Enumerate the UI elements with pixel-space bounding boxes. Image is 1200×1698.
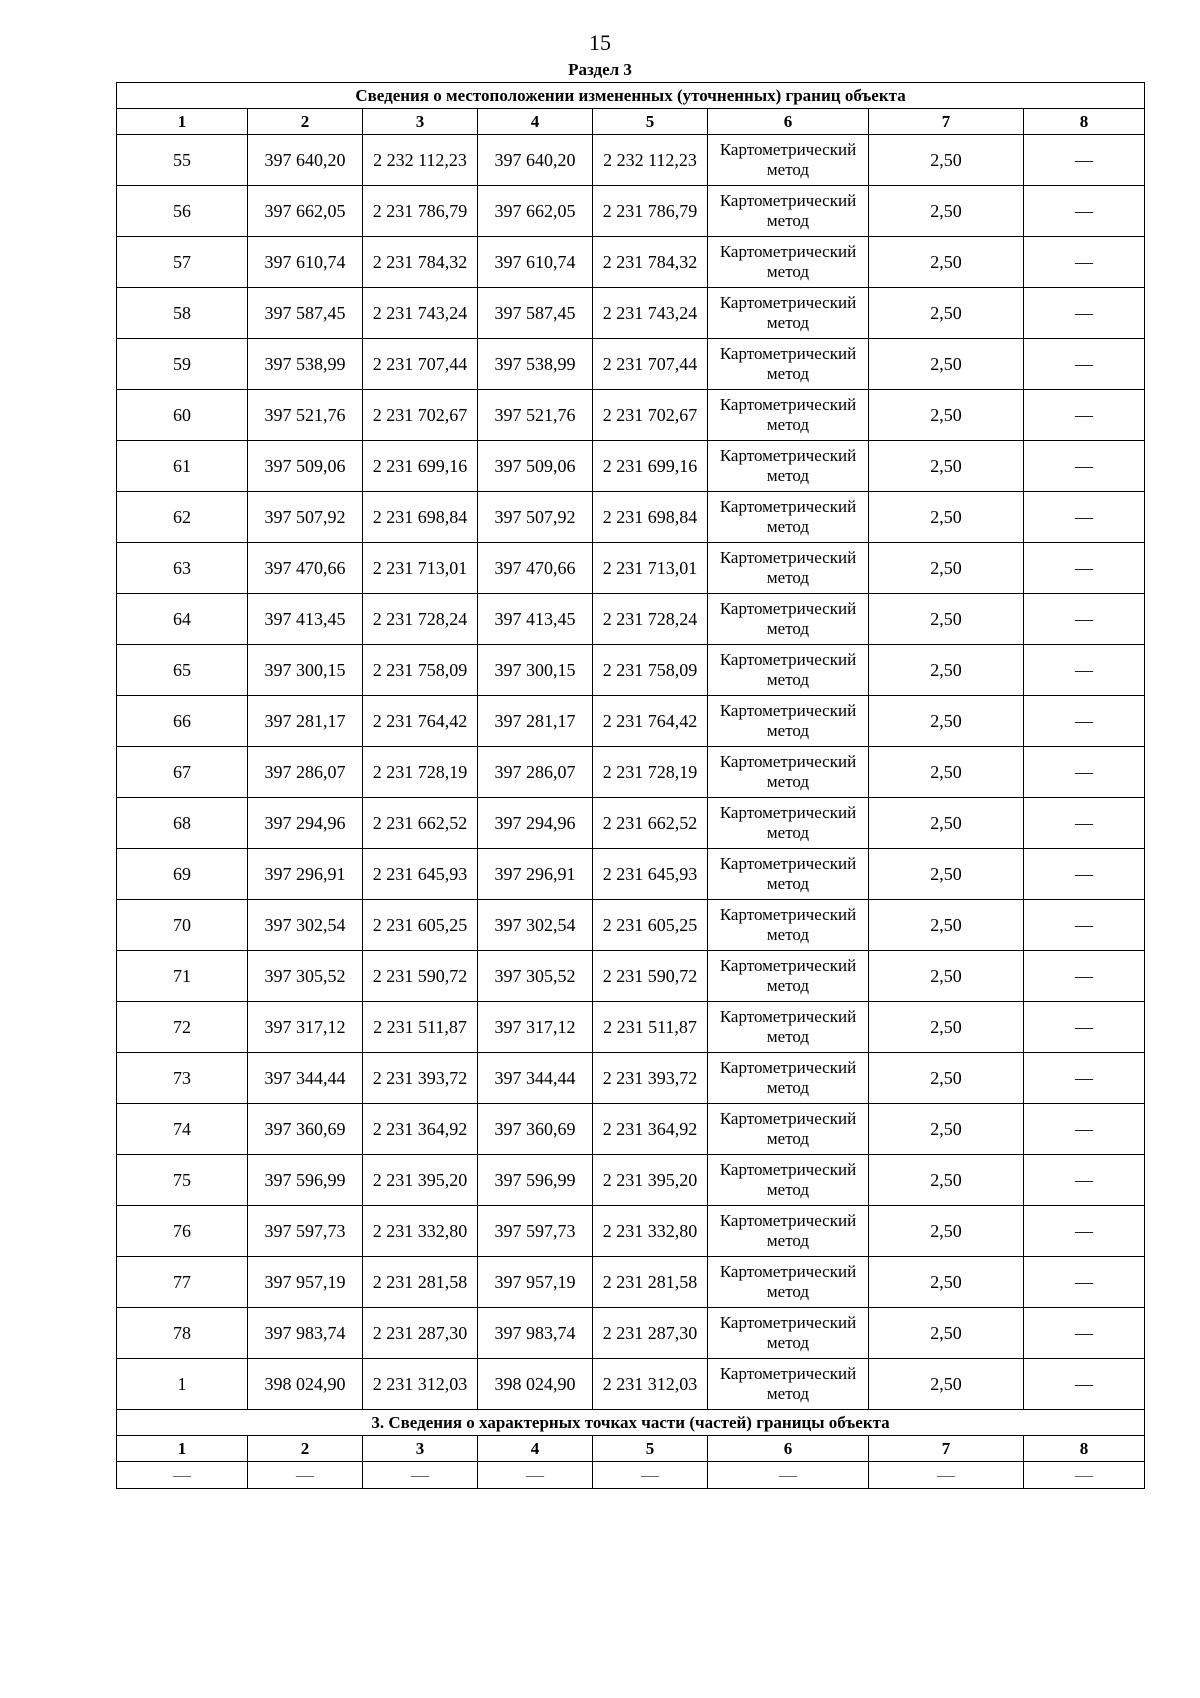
table1-cell: 397 300,15 xyxy=(248,645,363,696)
table1-cell: 71 xyxy=(117,951,248,1002)
table1-cell: Картометрический метод xyxy=(708,543,869,594)
table1-cell: 2 231 590,72 xyxy=(363,951,478,1002)
table2-cell: — xyxy=(478,1462,593,1489)
table1-cell: 397 300,15 xyxy=(478,645,593,696)
table1-cell: 2 232 112,23 xyxy=(593,135,708,186)
coordinates-table xyxy=(116,82,1145,1489)
table1-cell: 397 286,07 xyxy=(248,747,363,798)
table1-cell: 59 xyxy=(117,339,248,390)
table1-cell: 2 231 281,58 xyxy=(593,1257,708,1308)
table1-row xyxy=(117,900,1145,951)
table1-cell: Картометрический метод xyxy=(708,1155,869,1206)
table1-cell: 2 231 702,67 xyxy=(363,390,478,441)
table1-cell: 66 xyxy=(117,696,248,747)
table1-cell: 2 231 605,25 xyxy=(593,900,708,951)
table1-cell: 2 231 605,25 xyxy=(363,900,478,951)
table1-cell: — xyxy=(1024,543,1145,594)
table2-column-header: 6 xyxy=(708,1436,869,1462)
table1-cell: 2 231 662,52 xyxy=(363,798,478,849)
table1-cell: 397 305,52 xyxy=(478,951,593,1002)
table1-cell: 397 360,69 xyxy=(248,1104,363,1155)
table1-cell: 2,50 xyxy=(869,492,1024,543)
table1-cell: 2,50 xyxy=(869,696,1024,747)
table1-cell: 2 231 786,79 xyxy=(593,186,708,237)
table1-row xyxy=(117,696,1145,747)
table1-cell: 70 xyxy=(117,900,248,951)
table1-cell: — xyxy=(1024,747,1145,798)
table1-cell: Картометрический метод xyxy=(708,1206,869,1257)
table1-row xyxy=(117,135,1145,186)
table1-cell: 2 231 698,84 xyxy=(363,492,478,543)
table1-cell: 2 231 698,84 xyxy=(593,492,708,543)
table1-cell: Картометрический метод xyxy=(708,900,869,951)
table1-cell: — xyxy=(1024,951,1145,1002)
table1-column-header: 3 xyxy=(363,109,478,135)
table1-cell: 2 231 281,58 xyxy=(363,1257,478,1308)
table1-cell: 2 231 743,24 xyxy=(363,288,478,339)
table1-cell: 2 231 332,80 xyxy=(363,1206,478,1257)
table1-cell: — xyxy=(1024,441,1145,492)
table1-cell: Картометрический метод xyxy=(708,492,869,543)
table1-cell: — xyxy=(1024,1053,1145,1104)
table1-cell: 2,50 xyxy=(869,1053,1024,1104)
table1-cell: — xyxy=(1024,1257,1145,1308)
table1-cell: 397 413,45 xyxy=(478,594,593,645)
table1-cell: 2 231 395,20 xyxy=(363,1155,478,1206)
table1-cell: — xyxy=(1024,186,1145,237)
table2-column-header: 5 xyxy=(593,1436,708,1462)
table1-cell: 2,50 xyxy=(869,1155,1024,1206)
table1-cell: 2,50 xyxy=(869,543,1024,594)
table1-cell: 397 640,20 xyxy=(248,135,363,186)
table1-row xyxy=(117,1308,1145,1359)
table1-cell: 2,50 xyxy=(869,1359,1024,1410)
table1-cell: 397 281,17 xyxy=(478,696,593,747)
table1-cell: 2,50 xyxy=(869,645,1024,696)
table1-cell: 2 231 728,24 xyxy=(363,594,478,645)
table1-cell: 2 231 395,20 xyxy=(593,1155,708,1206)
table1-row xyxy=(117,951,1145,1002)
table1-cell: 397 305,52 xyxy=(248,951,363,1002)
table1-cell: 63 xyxy=(117,543,248,594)
table1-header-row xyxy=(117,109,1145,135)
table1-cell: 2,50 xyxy=(869,747,1024,798)
table1-cell: — xyxy=(1024,237,1145,288)
table2-row xyxy=(117,1462,1145,1489)
table1-cell: 2,50 xyxy=(869,594,1024,645)
table1-cell: 397 344,44 xyxy=(478,1053,593,1104)
table1-cell: 77 xyxy=(117,1257,248,1308)
table1-cell: 397 509,06 xyxy=(478,441,593,492)
table1-cell: — xyxy=(1024,798,1145,849)
table1-cell: 2,50 xyxy=(869,1002,1024,1053)
table1-cell: 2,50 xyxy=(869,951,1024,1002)
table1-cell: 2,50 xyxy=(869,1104,1024,1155)
table1-row xyxy=(117,186,1145,237)
table1-cell: 2 231 702,67 xyxy=(593,390,708,441)
table1-cell: — xyxy=(1024,594,1145,645)
table1-cell: 78 xyxy=(117,1308,248,1359)
table1-cell: 60 xyxy=(117,390,248,441)
table1-cell: 2,50 xyxy=(869,849,1024,900)
table1-cell: 2 231 312,03 xyxy=(363,1359,478,1410)
page-number: 15 xyxy=(589,30,611,55)
table1-cell: 2 231 511,87 xyxy=(363,1002,478,1053)
table1-cell: 68 xyxy=(117,798,248,849)
table1-cell: 397 957,19 xyxy=(248,1257,363,1308)
table1-cell: 398 024,90 xyxy=(248,1359,363,1410)
table1-cell: 2 231 786,79 xyxy=(363,186,478,237)
table1-cell: 2 231 393,72 xyxy=(363,1053,478,1104)
table1-cell: 73 xyxy=(117,1053,248,1104)
table1-cell: 57 xyxy=(117,237,248,288)
table1-row xyxy=(117,441,1145,492)
table1-cell: 2,50 xyxy=(869,390,1024,441)
table1-cell: 397 957,19 xyxy=(478,1257,593,1308)
table1-cell: 2,50 xyxy=(869,1308,1024,1359)
table1-cell: — xyxy=(1024,288,1145,339)
table1-cell: — xyxy=(1024,390,1145,441)
table1-cell: 2 231 364,92 xyxy=(363,1104,478,1155)
table1-cell: Картометрический метод xyxy=(708,849,869,900)
table1-row xyxy=(117,1104,1145,1155)
table1-cell: Картометрический метод xyxy=(708,798,869,849)
table1-cell: 62 xyxy=(117,492,248,543)
table1-cell: 2 231 784,32 xyxy=(593,237,708,288)
table1-cell: 397 596,99 xyxy=(478,1155,593,1206)
table1-cell: 397 597,73 xyxy=(248,1206,363,1257)
table2-title: 3. Сведения о характерных точках части (частей) границы объекта xyxy=(117,1410,1145,1436)
table1-cell: 2 231 713,01 xyxy=(363,543,478,594)
table1-cell: — xyxy=(1024,696,1145,747)
table1-title-row xyxy=(117,83,1145,109)
table1-cell: Картометрический метод xyxy=(708,1104,869,1155)
table1-cell: — xyxy=(1024,492,1145,543)
table2-cell: — xyxy=(363,1462,478,1489)
table1-cell: 397 587,45 xyxy=(478,288,593,339)
table1-cell: 397 413,45 xyxy=(248,594,363,645)
table1-cell: 397 597,73 xyxy=(478,1206,593,1257)
table1-cell: — xyxy=(1024,645,1145,696)
table1-column-header: 5 xyxy=(593,109,708,135)
table1-row xyxy=(117,645,1145,696)
table1-cell: 397 294,96 xyxy=(248,798,363,849)
table1-title: Сведения о местоположении измененных (уточненных) границ объекта xyxy=(117,83,1145,109)
table1-cell: 397 610,74 xyxy=(478,237,593,288)
table1-cell: 72 xyxy=(117,1002,248,1053)
table1-cell: — xyxy=(1024,1359,1145,1410)
table1-row xyxy=(117,390,1145,441)
table1-cell: Картометрический метод xyxy=(708,186,869,237)
table1-row xyxy=(117,594,1145,645)
section-title: Раздел 3 xyxy=(568,60,632,79)
table1-row xyxy=(117,237,1145,288)
table1-cell: 2,50 xyxy=(869,900,1024,951)
table1-cell: 2 231 707,44 xyxy=(363,339,478,390)
table1-cell: 397 509,06 xyxy=(248,441,363,492)
table1-cell: 2,50 xyxy=(869,441,1024,492)
table1-cell: — xyxy=(1024,1155,1145,1206)
table1-cell: 397 470,66 xyxy=(478,543,593,594)
table1-cell: 397 470,66 xyxy=(248,543,363,594)
table1-cell: 2 231 764,42 xyxy=(363,696,478,747)
table1-cell: 397 538,99 xyxy=(478,339,593,390)
table2-column-header: 1 xyxy=(117,1436,248,1462)
table1-cell: 397 344,44 xyxy=(248,1053,363,1104)
table1-row xyxy=(117,492,1145,543)
table1-cell: 397 662,05 xyxy=(478,186,593,237)
table1-cell: 65 xyxy=(117,645,248,696)
table1-cell: Картометрический метод xyxy=(708,951,869,1002)
table1-cell: 2 231 287,30 xyxy=(363,1308,478,1359)
table1-cell: 67 xyxy=(117,747,248,798)
table1-cell: 2,50 xyxy=(869,1257,1024,1308)
table1-cell: 397 294,96 xyxy=(478,798,593,849)
table1-cell: — xyxy=(1024,1308,1145,1359)
table1-row xyxy=(117,747,1145,798)
table1-cell: Картометрический метод xyxy=(708,339,869,390)
table1-cell: Картометрический метод xyxy=(708,135,869,186)
table1-cell: 2 231 713,01 xyxy=(593,543,708,594)
table1-cell: 2 231 764,42 xyxy=(593,696,708,747)
table1-cell: 75 xyxy=(117,1155,248,1206)
table1-cell: 2 231 393,72 xyxy=(593,1053,708,1104)
table1-row xyxy=(117,849,1145,900)
table1-cell: 2,50 xyxy=(869,135,1024,186)
table1-cell: 69 xyxy=(117,849,248,900)
table1-cell: 2 231 364,92 xyxy=(593,1104,708,1155)
table1-row xyxy=(117,1053,1145,1104)
table2-title-row xyxy=(117,1410,1145,1436)
table2-cell: — xyxy=(1024,1462,1145,1489)
table1-row xyxy=(117,1359,1145,1410)
table2-cell: — xyxy=(869,1462,1024,1489)
table1-cell: 397 317,12 xyxy=(248,1002,363,1053)
table1-cell: — xyxy=(1024,1206,1145,1257)
table1-cell: 397 640,20 xyxy=(478,135,593,186)
table1-cell: Картометрический метод xyxy=(708,747,869,798)
table1-cell: 58 xyxy=(117,288,248,339)
table1-cell: Картометрический метод xyxy=(708,1053,869,1104)
table1-cell: 2 231 645,93 xyxy=(363,849,478,900)
table1-cell: 397 302,54 xyxy=(248,900,363,951)
table2-column-header: 8 xyxy=(1024,1436,1145,1462)
table1-row xyxy=(117,1257,1145,1308)
table1-column-header: 8 xyxy=(1024,109,1145,135)
table1-cell: 2,50 xyxy=(869,186,1024,237)
table2-column-header: 2 xyxy=(248,1436,363,1462)
table1-cell: — xyxy=(1024,339,1145,390)
table1-column-header: 2 xyxy=(248,109,363,135)
table1-cell: — xyxy=(1024,900,1145,951)
table1-column-header: 1 xyxy=(117,109,248,135)
table1-cell: 2,50 xyxy=(869,237,1024,288)
table1-cell: 55 xyxy=(117,135,248,186)
table1-cell: 2 231 312,03 xyxy=(593,1359,708,1410)
table1-cell: 2 231 590,72 xyxy=(593,951,708,1002)
table1-cell: 397 281,17 xyxy=(248,696,363,747)
table1-cell: 2 231 758,09 xyxy=(363,645,478,696)
table1-cell: Картометрический метод xyxy=(708,645,869,696)
table1-cell: Картометрический метод xyxy=(708,237,869,288)
table1-cell: 397 507,92 xyxy=(478,492,593,543)
table1-cell: 2 231 699,16 xyxy=(593,441,708,492)
table1-cell: Картометрический метод xyxy=(708,441,869,492)
table1-cell: — xyxy=(1024,1002,1145,1053)
table2-column-header: 4 xyxy=(478,1436,593,1462)
table1-cell: 64 xyxy=(117,594,248,645)
table1-cell: 397 507,92 xyxy=(248,492,363,543)
table1-row xyxy=(117,1206,1145,1257)
table1-cell: — xyxy=(1024,849,1145,900)
table1-cell: — xyxy=(1024,1104,1145,1155)
table1-cell: 2 231 707,44 xyxy=(593,339,708,390)
table1-row xyxy=(117,798,1145,849)
table2-header-row xyxy=(117,1436,1145,1462)
table1-cell: 397 296,91 xyxy=(478,849,593,900)
table1-cell: 2,50 xyxy=(869,288,1024,339)
table1-cell: 397 286,07 xyxy=(478,747,593,798)
table1-cell: 2 231 728,19 xyxy=(363,747,478,798)
table1-cell: — xyxy=(1024,135,1145,186)
table1-cell: 397 983,74 xyxy=(248,1308,363,1359)
table1-cell: 2 231 728,19 xyxy=(593,747,708,798)
table1-cell: 397 662,05 xyxy=(248,186,363,237)
table1-cell: 397 521,76 xyxy=(248,390,363,441)
table1-column-header: 7 xyxy=(869,109,1024,135)
table1-column-header: 4 xyxy=(478,109,593,135)
table1-cell: 397 983,74 xyxy=(478,1308,593,1359)
table1-cell: 2 231 511,87 xyxy=(593,1002,708,1053)
table1-row xyxy=(117,288,1145,339)
table2-column-header: 3 xyxy=(363,1436,478,1462)
table1-row xyxy=(117,1002,1145,1053)
table1-cell: Картометрический метод xyxy=(708,1359,869,1410)
table1-cell: 2 231 332,80 xyxy=(593,1206,708,1257)
coordinates-table-body xyxy=(117,83,1145,1489)
table1-cell: 2,50 xyxy=(869,339,1024,390)
table1-cell: 2 232 112,23 xyxy=(363,135,478,186)
table1-cell: 397 596,99 xyxy=(248,1155,363,1206)
table1-cell: 2 231 743,24 xyxy=(593,288,708,339)
table1-cell: 2,50 xyxy=(869,1206,1024,1257)
table1-cell: 2 231 287,30 xyxy=(593,1308,708,1359)
table2-cell: — xyxy=(708,1462,869,1489)
table1-cell: 1 xyxy=(117,1359,248,1410)
table1-cell: 2 231 662,52 xyxy=(593,798,708,849)
table1-cell: 76 xyxy=(117,1206,248,1257)
table1-cell: Картометрический метод xyxy=(708,1257,869,1308)
table1-cell: 56 xyxy=(117,186,248,237)
table2-column-header: 7 xyxy=(869,1436,1024,1462)
table1-row xyxy=(117,1155,1145,1206)
table1-cell: 397 360,69 xyxy=(478,1104,593,1155)
table1-cell: 397 587,45 xyxy=(248,288,363,339)
table1-cell: 2,50 xyxy=(869,798,1024,849)
table1-cell: Картометрический метод xyxy=(708,1308,869,1359)
table1-cell: 2 231 728,24 xyxy=(593,594,708,645)
table1-cell: 398 024,90 xyxy=(478,1359,593,1410)
table1-cell: 397 610,74 xyxy=(248,237,363,288)
table1-cell: 61 xyxy=(117,441,248,492)
table1-cell: 397 521,76 xyxy=(478,390,593,441)
table1-cell: 2 231 784,32 xyxy=(363,237,478,288)
table1-cell: 2 231 645,93 xyxy=(593,849,708,900)
table1-row xyxy=(117,339,1145,390)
table1-cell: Картометрический метод xyxy=(708,390,869,441)
table1-column-header: 6 xyxy=(708,109,869,135)
table2-cell: — xyxy=(117,1462,248,1489)
table1-cell: Картометрический метод xyxy=(708,594,869,645)
table1-cell: 74 xyxy=(117,1104,248,1155)
table1-cell: 397 538,99 xyxy=(248,339,363,390)
table1-row xyxy=(117,543,1145,594)
table2-cell: — xyxy=(248,1462,363,1489)
table1-cell: Картометрический метод xyxy=(708,288,869,339)
table1-cell: 2 231 758,09 xyxy=(593,645,708,696)
table1-cell: 2 231 699,16 xyxy=(363,441,478,492)
table2-cell: — xyxy=(593,1462,708,1489)
table1-cell: Картометрический метод xyxy=(708,696,869,747)
table1-cell: 397 302,54 xyxy=(478,900,593,951)
table1-cell: 397 317,12 xyxy=(478,1002,593,1053)
table1-cell: Картометрический метод xyxy=(708,1002,869,1053)
table1-cell: 397 296,91 xyxy=(248,849,363,900)
